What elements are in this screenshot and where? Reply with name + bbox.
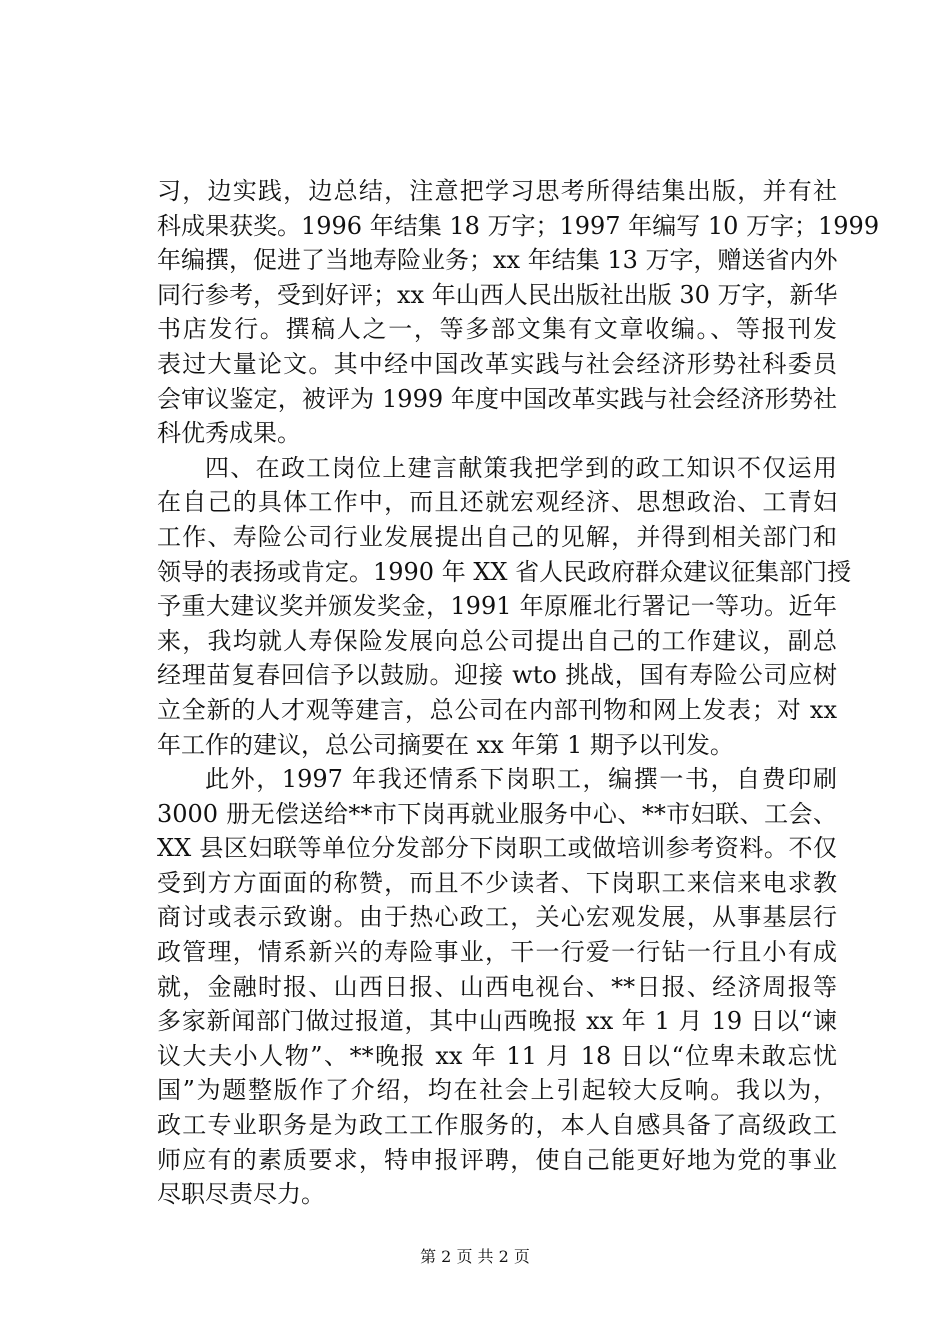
text-line: 在自己的具体工作中，而且还就宏观经济、思想政治、工青妇	[157, 488, 837, 517]
text-line: 同行参考，受到好评；xx 年山西人民出版社出版 30 万字，新华	[157, 280, 838, 309]
text-line: 就，金融时报、山西日报、山西电视台、**日报、经济周报等	[157, 972, 837, 1001]
text-line: 年工作的建议，总公司摘要在 xx 年第 1 期予以刊发。	[157, 730, 734, 759]
text-line: 经理苗复春回信予以鼓励。迎接 wto 挑战，国有寿险公司应树	[157, 661, 837, 690]
text-line: 政管理，情系新兴的寿险事业，干一行爱一行钻一行且小有成	[157, 938, 837, 967]
text-line: 领导的表扬或肯定。1990 年 XX 省人民政府群众建议征集部门授	[157, 557, 852, 586]
text-line: 来，我均就人寿保险发展向总公司提出自己的工作建议，副总	[157, 626, 837, 655]
text-line: 商讨或表示致谢。由于热心政工，关心宏观发展，从事基层行	[157, 903, 837, 932]
text-line: 受到方方面面的称赞，而且不少读者、下岗职工来信来电求教	[157, 868, 837, 897]
text-line: 政工专业职务是为政工工作服务的，本人自感具备了高级政工	[157, 1111, 837, 1140]
paragraph-start-line: 四、在政工岗位上建言献策我把学到的政工知识不仅运用	[205, 453, 837, 482]
text-line: 多家新闻部门做过报道，其中山西晚报 xx 年 1 月 19 日以“谏	[157, 1007, 837, 1036]
text-line: 师应有的素质要求，特申报评聘，使自己能更好地为党的事业	[157, 1145, 837, 1174]
text-line: XX 县区妇联等单位分发部分下岗职工或做培训参考资料。不仅	[157, 834, 837, 863]
document-body	[157, 174, 880, 1212]
text-line: 习，边实践，边总结，注意把学习思考所得结集出版，并有社	[157, 177, 837, 205]
text-line: 立全新的人才观等建言，总公司在内部刊物和网上发表；对 xx	[157, 695, 837, 724]
text-line: 科成果获奖。1996 年结集 18 万字；1997 年编写 10 万字；1999	[157, 211, 880, 240]
text-line: 年编撰，促进了当地寿险业务；xx 年结集 13 万字，赠送省内外	[157, 246, 838, 275]
page-number-footer: 第 2 页 共 2 页	[420, 1247, 530, 1266]
text-line: 议大夫小人物”、**晚报 xx 年 11 月 18 日以“位卑未敢忘忧	[157, 1041, 837, 1070]
text-line: 尽职尽责尽力。	[157, 1180, 325, 1209]
text-line: 表过大量论文。其中经中国改革实践与社会经济形势社科委员	[157, 349, 837, 378]
text-line: 会审议鉴定，被评为 1999 年度中国改革实践与社会经济形势社	[157, 384, 837, 413]
text-line: 予重大建议奖并颁发奖金，1991 年原雁北行署记一等功。近年	[157, 592, 837, 621]
text-line: 3000 册无偿送给**市下岗再就业服务中心、**市妇联、工会、	[157, 799, 837, 828]
paragraph-start-line: 此外，1997 年我还情系下岗职工，编撰一书，自费印刷	[205, 765, 837, 794]
text-line: 书店发行。撰稿人之一，等多部文集有文章收编。、等报刊发	[157, 315, 837, 344]
text-line: 国”为题整版作了介绍，均在社会上引起较大反响。我以为，	[157, 1076, 837, 1105]
text-line: 工作、寿险公司行业发展提出自己的见解，并得到相关部门和	[157, 522, 837, 551]
text-line: 科优秀成果。	[157, 419, 301, 448]
